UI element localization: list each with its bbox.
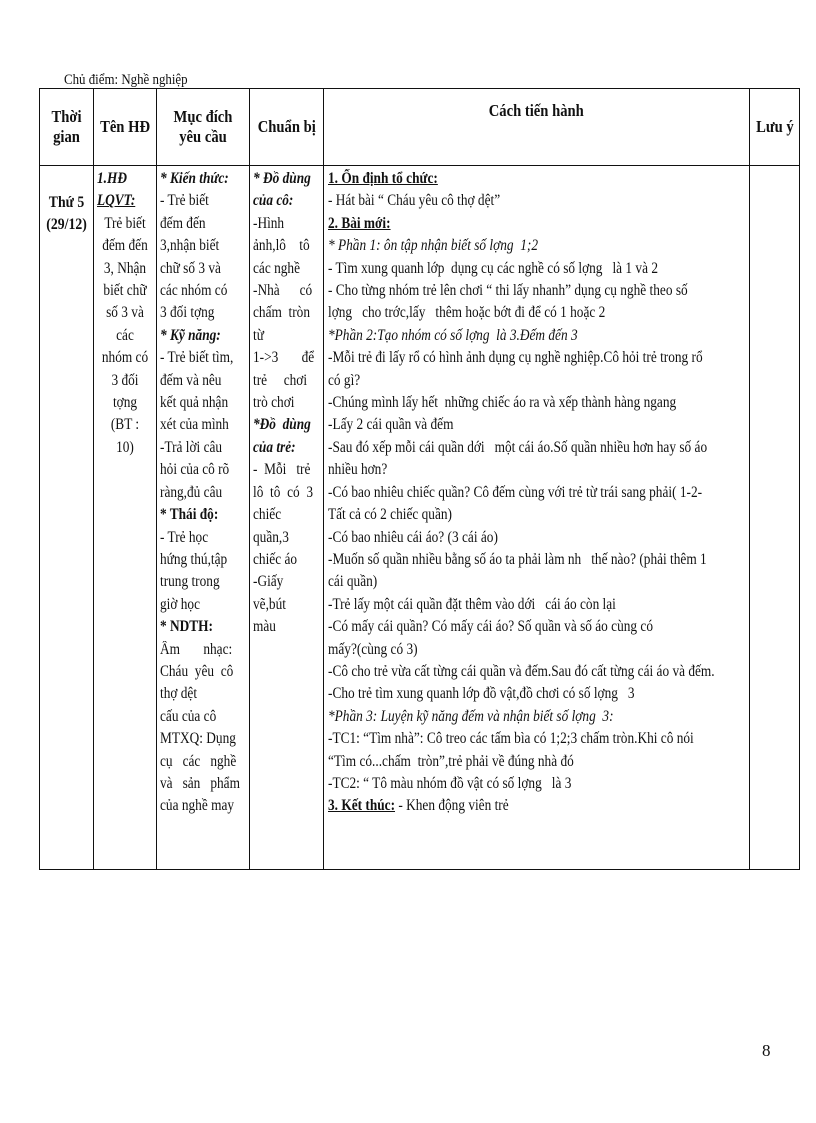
header-procedure: Cách tiến hành [324, 89, 750, 166]
procedure-cell: 1. Ổn định tổ chức: - Hát bài “ Cháu yêu cô thợ dệt” 2. Bài mới: * Phần 1: ôn tập nhận biết số lợng 1;2 - Tìm xung quanh lớp dụng cụ các nghề có số lợng là 1 và 2 - Cho từng nhóm trẻ lên chơi “ thi lấy nhanh” dụng cụ nghề theo số lợng cho trớc,lấy thêm hoặc bớt đi để có 1 hoặc 2 *Phần 2:Tạo nhóm có số lợng là 3.Đếm đến 3 -Mỗi trẻ đi lấy rổ có hình ảnh dụng cụ nghề nghiệp.Cô hỏi trẻ trong rổ có gì? -Chúng mình lấy hết những chiếc áo ra và xếp thành hàng ngang -Lấy 2 cái quần và đếm -Sau đó xếp mỗi cái quần dới một cái áo.Số quần nhiều hơn hay số áo nhiều hơn? -Có bao nhiêu chiếc quần? Cô đếm cùng với trẻ từ trái sang phải( 1-2- Tất cả có 2 chiếc quần) -Có bao nhiêu cái áo? (3 cái áo) -Muốn số quần nhiều bằng số áo ta phải làm nh thế nào? (phải thêm 1 cái quần) -Trẻ lấy một cái quần đặt thêm vào dới cái áo còn lại -Có mấy cái quần? Có mấy cái áo? Số quần và số áo cùng có mấy?(cùng có 3) -Cô cho trẻ vừa cất từng cái quần và đếm.Sau đó cất từng cái áo và đếm. -Cho trẻ tìm xung quanh lớp đồ vật,đồ chơi có số lợng 3 *Phần 3: Luyện kỹ năng đếm và nhận biết số lợng 3: -TC1: “Tìm nhà”: Cô treo các tấm bìa có 1;2;3 chấm tròn.Khi cô nói “Tìm có...chấm tròn”,trẻ phải về đúng nhà đó -TC2: “ Tô màu nhóm đồ vật có số lợng là 3 3. Kết thúc: - Khen động viên trẻ [324, 166, 750, 870]
header-activity: Tên HĐ [94, 89, 157, 166]
header-note: Lưu ý [750, 89, 800, 166]
activity-cell: 1.HĐ LQVT: Trẻ biết đếm đến 3, Nhận biết chữ số 3 và các nhóm có 3 đối tợng (BT : 10) [94, 166, 157, 870]
page-number: 8 [762, 1041, 771, 1060]
header-purpose: Mục đích yêu cầu [157, 89, 250, 166]
prepare-cell: * Đồ dùng của cô: -Hình ảnh,lô tô các nghề -Nhà có chấm tròn từ 1->3 để trẻ chơi trò chơi *Đồ dùng của trẻ: - Mỗi trẻ lô tô có 3 chiếc quần,3 chiếc áo -Giấy vẽ,bút màu [250, 166, 324, 870]
ending-rest: - Khen động viên trẻ [395, 797, 509, 815]
purpose-cell: * Kiến thức: - Trẻ biết đếm đến 3,nhận biết chữ số 3 và các nhóm có 3 đối tợng * Kỹ năng: - Trẻ biết tìm, đếm và nêu kết quả nhận xét của mình -Trả lời câu hỏi của cô rõ ràng,đủ câu * Thái độ: - Trẻ học hứng thú,tập trung trong giờ học * NDTH: Âm nhạc: Cháu yêu cô thợ dệt cấu của cô MTXQ: Dụng cụ các nghề và sản phẩm của nghề may [157, 166, 250, 870]
topic-label: Chủ điểm: Nghề nghiệp [64, 72, 188, 88]
lesson-plan-table [39, 88, 800, 870]
time-cell: Thứ 5 (29/12) [40, 166, 94, 870]
table-header-row [40, 89, 800, 166]
header-prepare: Chuẩn bị [250, 89, 324, 166]
procedure-ending: 3. Kết thúc: - Khen động viên trẻ [328, 797, 509, 815]
note-cell [750, 166, 800, 870]
header-time: Thời gian [40, 89, 94, 166]
table-body-row [40, 166, 800, 870]
